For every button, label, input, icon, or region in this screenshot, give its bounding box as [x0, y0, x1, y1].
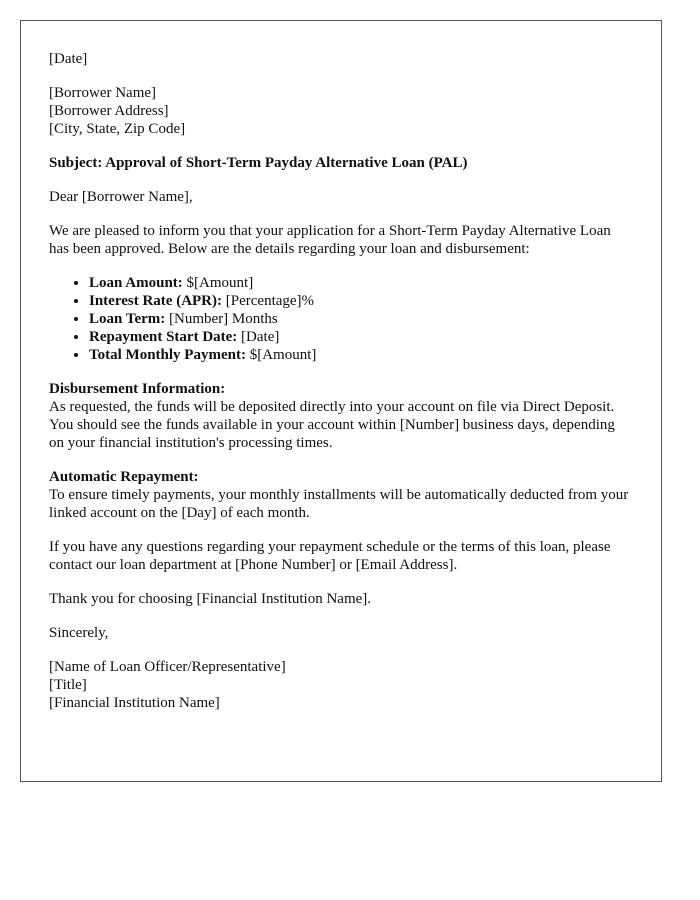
letter-page — [20, 20, 662, 782]
disbursement-section — [49, 380, 633, 452]
list-item — [89, 328, 633, 346]
detail-label: Repayment Start Date: — [89, 329, 238, 345]
signature-name: [Name of Loan Officer/Representative] — [49, 659, 286, 675]
repayment-body: To ensure timely payments, your monthly installments will be automatically deducted from your linked account on the [Day] of each month. — [49, 487, 629, 521]
questions-paragraph: If you have any questions regarding your repayment schedule or the terms of this loan, please contact our loan department at [Phone Number] or [Email Address]. — [49, 539, 611, 573]
disbursement-body: As requested, the funds will be deposited directly into your account on file via Direct Deposit. You should see the funds available in your account within [Number] business days, depending on your financial institution's processing times. — [49, 399, 615, 451]
signature-title: [Title] — [49, 677, 87, 693]
list-item — [89, 310, 633, 328]
recipient-name: [Borrower Name] — [49, 85, 157, 101]
detail-label: Total Monthly Payment: — [89, 347, 246, 363]
recipient-address: [Borrower Address] — [49, 103, 169, 119]
loan-details-list — [49, 274, 633, 364]
signature-institution: [Financial Institution Name] — [49, 695, 220, 711]
salutation: Dear [Borrower Name], — [49, 189, 193, 205]
list-item — [89, 274, 633, 292]
repayment-section — [49, 468, 633, 522]
recipient-city-state-zip: [City, State, Zip Code] — [49, 121, 186, 137]
detail-value: [Percentage]% — [222, 293, 315, 309]
list-item — [89, 292, 633, 310]
subject-line: Subject: Approval of Short-Term Payday Alternative Loan (PAL) — [49, 155, 468, 171]
detail-value: $[Amount] — [245, 347, 317, 363]
detail-value: [Number] Months — [165, 311, 278, 327]
disbursement-heading: Disbursement Information: — [49, 381, 226, 397]
letter-date: [Date] — [49, 51, 88, 67]
list-item — [89, 346, 633, 364]
signature-block — [49, 658, 633, 712]
closing: Sincerely, — [49, 625, 109, 641]
detail-label: Interest Rate (APR): — [89, 293, 223, 309]
detail-label: Loan Term: — [89, 311, 166, 327]
thanks-paragraph: Thank you for choosing [Financial Institution Name]. — [49, 591, 372, 607]
repayment-heading: Automatic Repayment: — [49, 469, 199, 485]
intro-paragraph: We are pleased to inform you that your application for a Short-Term Payday Alternative Loan has been approved. Below are the details regarding your loan and disbursement: — [49, 223, 611, 257]
detail-value: $[Amount] — [182, 275, 254, 291]
detail-value: [Date] — [237, 329, 280, 345]
recipient-block — [49, 84, 633, 138]
detail-label: Loan Amount: — [89, 275, 183, 291]
